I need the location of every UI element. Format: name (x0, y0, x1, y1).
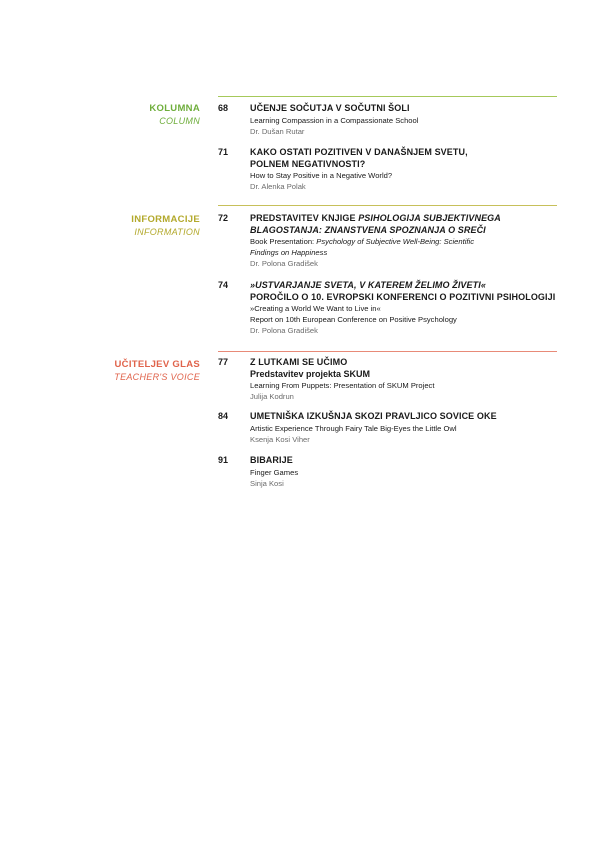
page-number: 71 (218, 147, 229, 157)
page-number: 74 (218, 280, 229, 290)
section-title: KOLUMNA (149, 103, 200, 114)
translation-prefix: Book Presentation: (250, 237, 317, 246)
page-number: 68 (218, 103, 229, 113)
title-italic: BLAGOSTANJA: ZNANSTVENA SPOZNANJA O SREČI (250, 224, 486, 235)
article-author: Julija Kodrun (250, 392, 294, 401)
article-title: UMETNIŠKA IZKUŠNJA SKOZI PRAVLJICO SOVICE OKE (250, 411, 497, 421)
section-subtitle: TEACHER'S VOICE (114, 372, 200, 382)
article-title-cont: POROČILO O 10. EVROPSKI KONFERENCI O POZITIVNI PSIHOLOGIJI (250, 291, 556, 302)
page-number: 77 (218, 357, 229, 367)
section-divider (218, 351, 557, 352)
article-translation: Artistic Experience Through Fairy Tale Big-Eyes the Little Owl (250, 423, 457, 433)
article-title: KAKO OSTATI POZITIVEN V DANAŠNJEM SVETU, (250, 147, 468, 157)
title-prefix: PREDSTAVITEV KNJIGE (250, 213, 359, 223)
section-title: UČITELJEV GLAS (114, 359, 200, 370)
section-label (114, 359, 200, 383)
article-title (250, 213, 562, 225)
article-title-cont: POLNEM NEGATIVNOSTI? (250, 158, 366, 169)
section-title: INFORMACIJE (131, 214, 200, 225)
article-translation: Finger Games (250, 467, 299, 477)
page-number: 72 (218, 213, 229, 223)
article-author: Dr. Dušan Rutar (250, 126, 305, 136)
section-subtitle: INFORMATION (134, 227, 200, 237)
section-divider (218, 96, 557, 97)
article-translation (250, 236, 562, 247)
article-translation-cont (250, 247, 562, 258)
article-author: Sinja Kosi (250, 478, 284, 488)
title-italic: PSIHOLOGIJA SUBJEKTIVNEGA (358, 213, 501, 223)
translation-italic: Psychology of Subjective Well-Being: Scientific (316, 237, 474, 246)
article-translation: Learning From Puppets: Presentation of SKUM Project (250, 381, 435, 390)
translation-italic: Findings on Happiness (250, 248, 328, 257)
article-translation: Learning Compassion in a Compassionate School (250, 115, 419, 125)
article-title: UČENJE SOČUTJA V SOČUTNI ŠOLI (250, 103, 410, 113)
article-title-cont (250, 225, 562, 237)
article-author: Dr. Polona Gradišek (250, 326, 318, 335)
article-author: Dr. Polona Gradišek (250, 259, 318, 268)
page-number: 84 (218, 411, 229, 421)
section-subtitle: COLUMN (159, 116, 200, 126)
article-title: Z LUTKAMI SE UČIMO (250, 357, 348, 367)
title-italic: »USTVARJANJE SVETA, V KATEREM ŽELIMO ŽIVETI« (250, 280, 486, 290)
article-author: Dr. Alenka Polak (250, 182, 306, 191)
article-author: Ksenja Kosi Viher (250, 434, 310, 444)
article-translation-cont: Report on 10th European Conference on Positive Psychology (250, 315, 457, 324)
article-subtitle: Predstavitev projekta SKUM (250, 368, 371, 379)
article-title (250, 280, 562, 292)
article-translation: How to Stay Positive in a Negative World? (250, 171, 393, 180)
article-title: BIBARIJE (250, 455, 293, 465)
page-number: 91 (218, 455, 229, 465)
section-label (131, 214, 200, 238)
article-translation: »Creating a World We Want to Live in« (250, 304, 381, 313)
section-divider (218, 205, 557, 206)
section-label (149, 103, 200, 127)
